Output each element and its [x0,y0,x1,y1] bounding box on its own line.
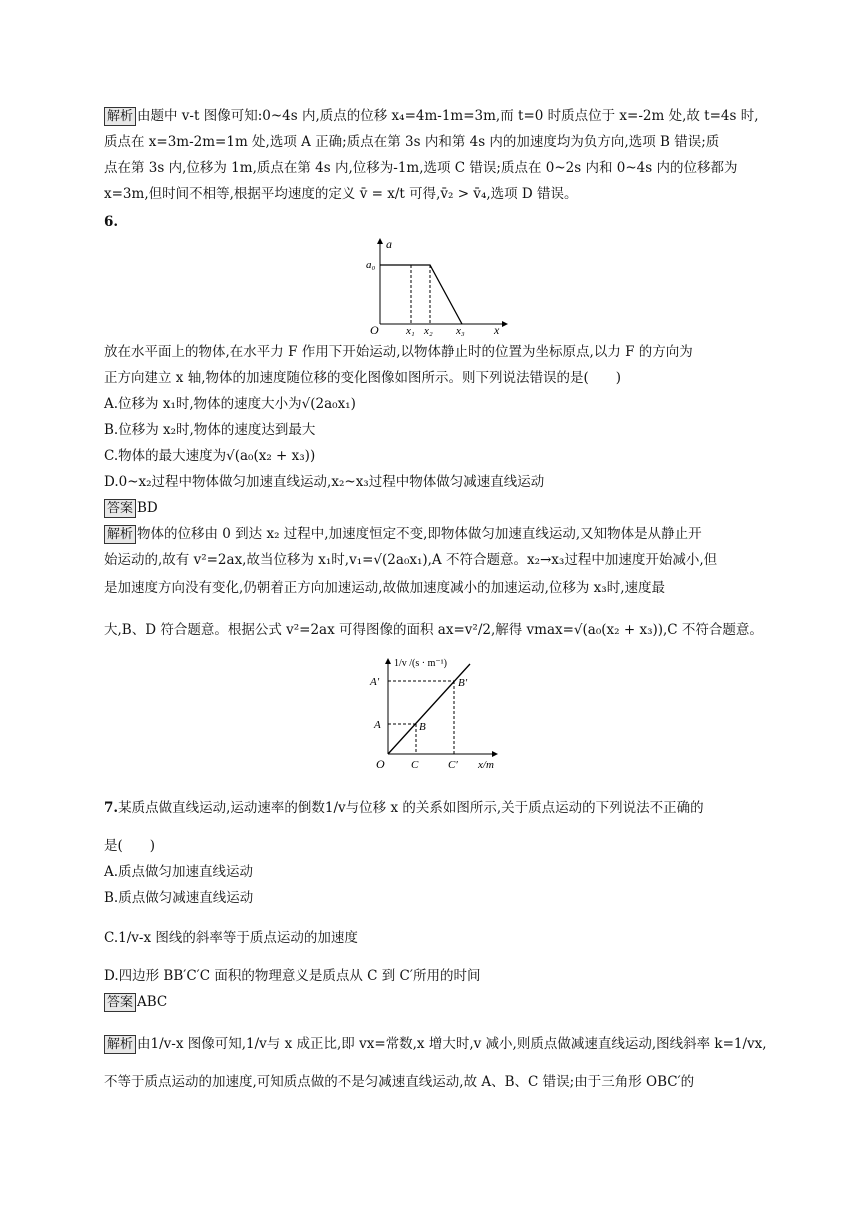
q6-a0-label: a₀ [366,259,376,271]
q7-answer: 答案 ABC [104,992,167,1012]
analysis-tag: 解析 [104,1035,136,1054]
q7-option-a: A.质点做匀加速直线运动 [104,864,254,880]
q6-option-d: D.0~x₂过程中物体做匀加速直线运动,x₂~x₃过程中物体做匀减速直线运动 [104,474,545,490]
q6-analysis-line-3: 是加速度方向没有变化,仍朝着正方向加速运动,故做加速度减小的加速运动,位移为 x₃时,速度最 [104,580,665,596]
q7-x-axis-label: x/m [478,759,494,771]
question-7-number: 7. [104,800,119,816]
analysis5-line-2: 质点在 x=3m-2m=1m 处,选项 A 正确;质点在第 3s 内和第 4s 内的加速度均为负方向,选项 B 错误;质 [104,134,720,150]
q7-inverse-velocity-graph [366,652,526,774]
q6-acceleration-graph [362,236,512,336]
q7-analysis-line-1: 解析 由1/v-x 图像可知,1/v与 x 成正比,即 vx=常数,x 增大时,v 减小,则质点做减速直线运动,图线斜率 k=1/vx, [104,1034,767,1054]
q7-option-d: D.四边形 BB′C′C 面积的物理意义是质点从 C 到 C′所用的时间 [104,968,481,984]
answer-tag: 答案 [104,993,136,1012]
q6-x3-label: x₃ [456,325,465,336]
analysis5-line-4: x=3m,但时间不相等,根据平均速度的定义 v̄ = x/t 可得,v̄₂ > v̄₄,选项 D 错误。 [104,186,578,202]
q7-b-label: B [419,721,426,733]
q6-x2-label: x₂ [424,325,433,336]
q6-y-axis-label: a [386,237,392,251]
q7-a-prime-label: A′ [370,676,380,688]
q7-stem-line-1: 7.某质点做直线运动,运动速率的倒数1/v与位移 x 的关系如图所示,关于质点运动的下列说法不正确的 [104,800,704,816]
q6-origin-label: O [370,323,379,336]
q7-option-b: B.质点做匀减速直线运动 [104,890,254,906]
q7-option-c: C.1/v-x 图线的斜率等于质点运动的加速度 [104,930,358,946]
q6-analysis-line-4: 大,B、D 符合题意。根据公式 v²=2ax 可得图像的面积 ax=v²/2,解得 vmax=√(a₀(x₂ + x₃)),C 不符合题意。 [104,622,763,638]
q6-stem-line-1: 放在水平面上的物体,在水平力 F 作用下开始运动,以物体静止时的位置为坐标原点,以力 F 的方向为 [104,344,693,360]
q6-stem-line-2: 正方向建立 x 轴,物体的加速度随位移的变化图像如图所示。则下列说法错误的是( ) [104,370,622,386]
question-6-number: 6. [104,214,119,230]
analysis-tag: 解析 [104,107,136,126]
q7-origin-label: O [376,757,385,771]
q7-analysis-line-2: 不等于质点运动的加速度,可知质点做的不是匀减速直线运动,故 A、B、C 错误;由于三角形 OBC′的 [104,1074,695,1090]
answer-tag: 答案 [104,499,136,518]
q6-answer: 答案 BD [104,498,158,518]
q6-analysis-line-1: 解析 物体的位移由 0 到达 x₂ 过程中,加速度恒定不变,即物体做匀加速直线运动,又知物体是从静止开 [104,524,702,544]
q7-c-prime-label: C′ [448,759,458,771]
q6-x1-label: x₁ [406,325,415,336]
q6-analysis-line-2: 始运动的,故有 v²=2ax,故当位移为 x₁时,v₁=√(2a₀x₁),A 不符合题意。x₂→x₃过程中加速度开始减小,但 [104,552,718,568]
analysis5-line-1: 解析 由题中 v-t 图像可知:0~4s 内,质点的位移 x₄=4m-1m=3m,而 t=0 时质点位于 x=-2m 处,故 t=4s 时, [104,106,759,126]
q6-option-c: C.物体的最大速度为√(a₀(x₂ + x₃)) [104,448,316,464]
analysis-tag: 解析 [104,525,136,544]
q7-c-label: C [411,759,419,771]
q6-option-a: A.位移为 x₁时,物体的速度大小为√(2a₀x₁) [104,396,356,412]
analysis5-line-3: 点在第 3s 内,位移为 1m,质点在第 4s 内,位移为-1m,选项 C 错误;质点在 0~2s 内和 0~4s 内的位移都为 [104,160,738,176]
q6-option-b: B.位移为 x₂时,物体的速度达到最大 [104,422,316,438]
q6-x-axis-label: x [494,323,500,336]
q7-y-axis-label: 1/v /(s · m⁻¹) [394,658,447,669]
q7-stem-line-2: 是( ) [104,838,156,854]
q7-a-label: A [374,719,381,731]
q7-b-prime-label: B′ [458,677,468,689]
